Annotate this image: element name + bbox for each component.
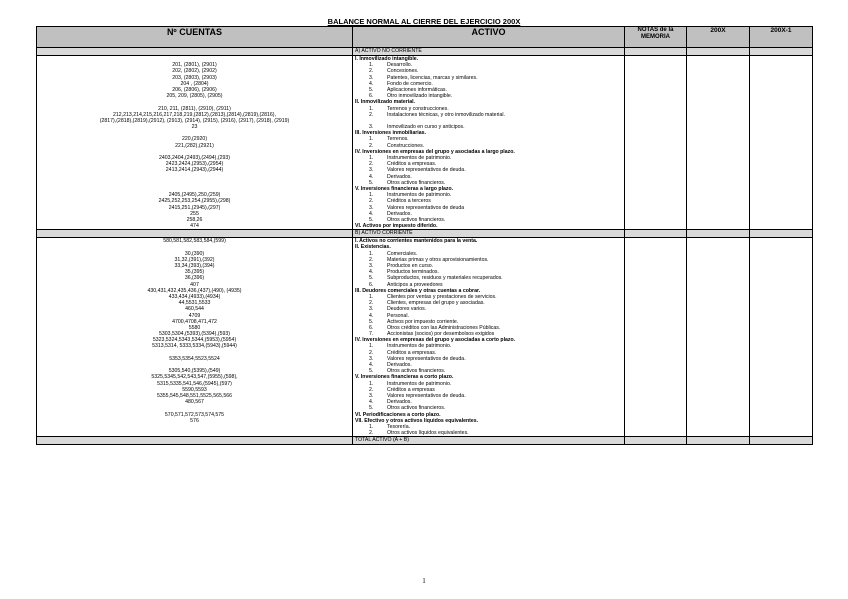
section-a-year-current xyxy=(687,56,750,230)
item-number: 2. xyxy=(369,68,374,75)
item-number: 5. xyxy=(369,179,374,186)
account-code: 221,(282),(2921) xyxy=(175,142,214,149)
item-text: Créditos a empresas. xyxy=(387,349,437,356)
item-text: III. Inversiones inmobiliarias. xyxy=(355,130,426,137)
item-number: 5. xyxy=(369,86,374,93)
item-text: Subproductos, residuos y materiales recuperados. xyxy=(387,275,503,282)
account-code: 36,(396) xyxy=(184,275,205,282)
item-text: Otros créditos con las Administraciones Públicas. xyxy=(387,324,501,331)
item-number: 2. xyxy=(369,142,374,149)
item-number: 3. xyxy=(369,355,374,362)
item-text: Derivados. xyxy=(387,210,412,217)
item-text: Accionistas (socios) por desembolsos exigidos xyxy=(387,331,495,338)
account-code: 5313,5314, 5333,5334,(5943),(5944) xyxy=(152,343,237,350)
item-text: Derivados. xyxy=(387,362,412,368)
item-text: II. Inmovilizado material. xyxy=(355,99,415,106)
item-text: VII. Efectivo y otros activos líquidos equivalentes. xyxy=(355,417,479,424)
item-number: 2. xyxy=(369,256,374,263)
section-a-items xyxy=(353,56,625,230)
section-b-notes xyxy=(625,238,687,437)
item-number: 3. xyxy=(369,306,374,313)
account-code: 5323,5324,5343,5344,(5953),(5954) xyxy=(152,337,237,344)
item-text: Terrenos. xyxy=(387,136,409,143)
item-number: 2. xyxy=(369,111,374,118)
item-number: 6. xyxy=(369,93,374,100)
item-number: 3. xyxy=(369,392,374,399)
item-number: 3. xyxy=(369,74,374,81)
item-text: IV. Inversiones en empresas del grupo y asociadas a largo plazo. xyxy=(355,148,515,155)
item-number: 5. xyxy=(369,405,374,412)
item-text: Instalaciones técnicas, y otro inmovilizado material. xyxy=(387,111,505,118)
page-number: 1 xyxy=(422,577,426,585)
item-number: 4. xyxy=(369,173,374,180)
item-text: Deudores varios. xyxy=(387,306,427,313)
item-number: 2. xyxy=(369,349,374,356)
account-code: 2423,2424,(2953),(2954) xyxy=(165,161,224,168)
item-number: 1. xyxy=(369,155,374,161)
item-text: Activos por impuesto corriente. xyxy=(387,318,459,325)
item-text: Créditos a terceros xyxy=(387,198,431,205)
account-code: 220,(2920) xyxy=(181,136,208,143)
item-number: 2. xyxy=(369,300,374,307)
total-label: TOTAL ACTIVO (A + B) xyxy=(353,437,625,445)
item-text: II. Existencias. xyxy=(355,244,391,251)
item-number: 5. xyxy=(369,275,374,282)
account-code: 5590,5593 xyxy=(182,386,207,393)
account-code: 2415,251,(2945),(297) xyxy=(168,204,221,211)
account-code: 5325,5345,542,543,547,(5955),(598), xyxy=(151,374,238,381)
section-b-body xyxy=(37,238,813,437)
item-text: Instrumentos de patrimonio. xyxy=(387,343,452,350)
item-number: 5. xyxy=(369,368,374,375)
account-code: 210, 211, (2811), (2910), (2911) xyxy=(158,105,231,112)
item-number: 1. xyxy=(369,105,374,112)
section-a-accounts xyxy=(37,56,353,230)
section-a-notes xyxy=(625,56,687,230)
item-number: 3. xyxy=(369,204,374,211)
item-number: 1. xyxy=(369,380,374,387)
account-code: 31,32,(391),(392) xyxy=(174,256,215,263)
item-text: Derivados. xyxy=(387,399,412,406)
item-text: Productos terminados. xyxy=(387,269,439,276)
item-number: 2. xyxy=(369,430,374,437)
item-text: IV. Inversiones en empresas del grupo y asociadas a corto plazo. xyxy=(355,337,516,344)
account-code: 23 xyxy=(191,124,198,131)
item-text: Instrumentos de patrimonio. xyxy=(387,192,452,199)
header-row xyxy=(37,27,813,48)
item-text: III. Deudores comerciales y otras cuentas a cobrar. xyxy=(355,287,481,294)
header-year-previous: 200X-1 xyxy=(750,27,813,48)
item-number: 1. xyxy=(369,250,374,257)
item-number: 1. xyxy=(369,343,374,350)
account-code: 201, (2801), (2901) xyxy=(172,62,217,69)
item-text: Anticipos a proveedores xyxy=(387,281,443,288)
item-number: 3. xyxy=(369,124,374,131)
item-text: VI. Activos por impuesto diferido. xyxy=(355,223,438,230)
asset-heading xyxy=(355,223,624,229)
account-code: 474 xyxy=(190,223,199,230)
account-code: 5315,5335,541,546,(5945),(597) xyxy=(157,380,232,387)
item-number: 3. xyxy=(369,263,374,269)
account-code: 203, (2803), (2903) xyxy=(172,74,217,81)
account-code: 2413,2414,(2943),(2944) xyxy=(165,167,224,174)
item-text: Otros activos financieros. xyxy=(387,216,446,223)
item-number: 2. xyxy=(369,386,374,393)
item-text: Concesiones. xyxy=(387,68,419,75)
document-title: BALANCE NORMAL AL CIERRE DEL EJERCICIO 200X xyxy=(327,17,521,26)
item-number: 4. xyxy=(369,210,374,217)
item-text: Instrumentos de patrimonio. xyxy=(387,155,452,161)
item-text: Personal. xyxy=(387,312,409,319)
account-code: 205, 209, (2805), (2905) xyxy=(166,93,223,100)
account-code: 5303,5304,(5393),(5394),(593) xyxy=(159,331,230,338)
account-code: 212,213,214,215,216,217,218,219,(2812),(2813),(2814),(2819),(2816), xyxy=(113,111,276,118)
item-text: Clientes, empresas del grupo y asociadas. xyxy=(387,300,485,307)
account-code: 2425,252,253,254,(2955),(298) xyxy=(158,198,231,205)
header-cuentas: Nº CUENTAS xyxy=(37,27,353,48)
account-code: 5353,5354,5523,5524 xyxy=(169,355,220,362)
total-row xyxy=(37,437,813,445)
account-code: (2817),(2818),(2819),(2912), (2913), (2914), (2915), (2916), (2917), (2918), (2919) xyxy=(99,117,290,124)
account-code: 5305,540,(5395),(549) xyxy=(168,368,221,375)
asset-item xyxy=(355,430,624,436)
item-text: Desarrollo. xyxy=(387,62,413,69)
account-code: 5355,545,548,551,5525,565,566 xyxy=(156,392,232,399)
item-text: Valores representativos de deuda. xyxy=(387,392,466,399)
item-text: V. Inversiones financieras a largo plazo. xyxy=(355,185,454,192)
item-text: Tesorería. xyxy=(387,423,411,430)
item-text: Derivados. xyxy=(387,173,412,180)
section-b-items xyxy=(353,238,625,437)
section-a-body xyxy=(37,56,813,230)
item-number: 1. xyxy=(369,423,374,430)
balance-table xyxy=(36,26,813,445)
section-b-year-current xyxy=(687,238,750,437)
item-number: 4. xyxy=(369,312,374,319)
section-b-row xyxy=(37,230,813,238)
item-number: 6. xyxy=(369,281,374,288)
item-number: 4. xyxy=(369,362,374,368)
item-text: Créditos a empresas xyxy=(387,386,435,393)
account-code: 576 xyxy=(190,417,199,424)
header-year-current: 200X xyxy=(687,27,750,48)
item-number: 1. xyxy=(369,192,374,199)
item-text: V. Inversiones financieras a corto plazo. xyxy=(355,374,454,381)
item-text: Otros activos líquidos equivalentes. xyxy=(387,430,469,437)
header-activo: ACTIVO xyxy=(353,27,625,48)
item-number: 4. xyxy=(369,269,374,276)
account-code: 433,434,(4933),(4934) xyxy=(168,293,221,300)
section-b-accounts xyxy=(37,238,353,437)
item-text: Otros activos financieros. xyxy=(387,368,446,375)
item-text: Materias primas y otros aprovisionamientos. xyxy=(387,256,489,263)
item-text: Otros activos financieros. xyxy=(387,405,446,412)
account-code: 480,567 xyxy=(185,399,204,406)
item-text: Valores representativos de deuda xyxy=(387,204,465,211)
account-code: 580,581,582,583,584,(599) xyxy=(163,238,226,245)
account-code: 206, (2806), (2906) xyxy=(172,86,217,93)
account-code: 204 , (2804) xyxy=(180,80,209,87)
item-number: 4. xyxy=(369,399,374,406)
item-number: 2. xyxy=(369,198,374,205)
item-number: 7. xyxy=(369,331,374,338)
item-text: VI. Periodificaciones a corto plazo. xyxy=(355,411,441,418)
account-code: 407 xyxy=(190,281,199,288)
account-code: 5580 xyxy=(188,324,201,331)
item-text: Otros activos financieros. xyxy=(387,179,446,186)
account-code: 35,(395) xyxy=(184,269,205,276)
item-text: Clientes por ventas y prestaciones de servicios. xyxy=(387,293,497,300)
account-code: 430,431,432,435,436,(437),(490), (4935) xyxy=(147,287,242,294)
item-text: I. Activos no corrientes mantenidos para la venta. xyxy=(355,238,478,245)
item-number: 1. xyxy=(369,293,374,300)
item-number: 6. xyxy=(369,324,374,331)
item-text: Construcciones. xyxy=(387,142,425,149)
section-a-row xyxy=(37,48,813,56)
section-a-year-previous xyxy=(750,56,813,230)
item-number: 1. xyxy=(369,62,374,69)
account-code: 44,5531,5533 xyxy=(178,300,211,307)
account-code: 30,(390) xyxy=(184,250,205,257)
account-code: 4700,4708,471,472 xyxy=(172,318,217,325)
account-code: 258,26 xyxy=(186,216,203,223)
account-code: 255 xyxy=(190,210,199,217)
item-text: Inmovilizado en curso y anticipos. xyxy=(387,124,465,131)
item-text: Fondo de comercio. xyxy=(387,80,433,87)
account-code: 2405,(2495),250,(259) xyxy=(168,192,221,199)
account-code: 460,544 xyxy=(185,306,204,313)
item-text: Productos en curso. xyxy=(387,263,434,269)
item-text: Terrenos y construcciones. xyxy=(387,105,449,112)
item-number: 2. xyxy=(369,161,374,168)
item-number: 3. xyxy=(369,167,374,174)
item-text: Valores representativos de deuda. xyxy=(387,355,466,362)
item-text: Valores representativos de deuda. xyxy=(387,167,466,174)
item-text: Créditos a empresas. xyxy=(387,161,437,168)
section-b-label: B) ACTIVO CORRIENTE xyxy=(353,230,625,238)
account-code: 202, (2802), (2902) xyxy=(172,68,217,75)
item-text: Patentes, licencias, marcas y similares. xyxy=(387,74,478,81)
item-number: 4. xyxy=(369,80,374,87)
item-text: Instrumentos de patrimonio. xyxy=(387,380,452,387)
item-number: 5. xyxy=(369,318,374,325)
header-notas: NOTAS de la MEMORIA xyxy=(625,27,687,48)
section-a-label: A) ACTIVO NO CORRIENTE xyxy=(353,48,625,56)
item-text: I. Inmovilizado intangible. xyxy=(355,56,419,62)
section-b-year-previous xyxy=(750,238,813,437)
account-code: 570,571,572,573,574,575 xyxy=(164,411,225,418)
item-text: Otro inmovilizado intangible. xyxy=(387,93,453,100)
item-number: 1. xyxy=(369,136,374,143)
account-code: 33,34,(393),(394) xyxy=(174,263,215,269)
account-code: 2403,2404,(2493),(2494),(293) xyxy=(159,155,230,161)
account-code: 4709 xyxy=(188,312,201,319)
item-number: 5. xyxy=(369,216,374,223)
item-text: Comerciales. xyxy=(387,250,418,257)
item-text: Aplicaciones informáticas. xyxy=(387,86,447,93)
